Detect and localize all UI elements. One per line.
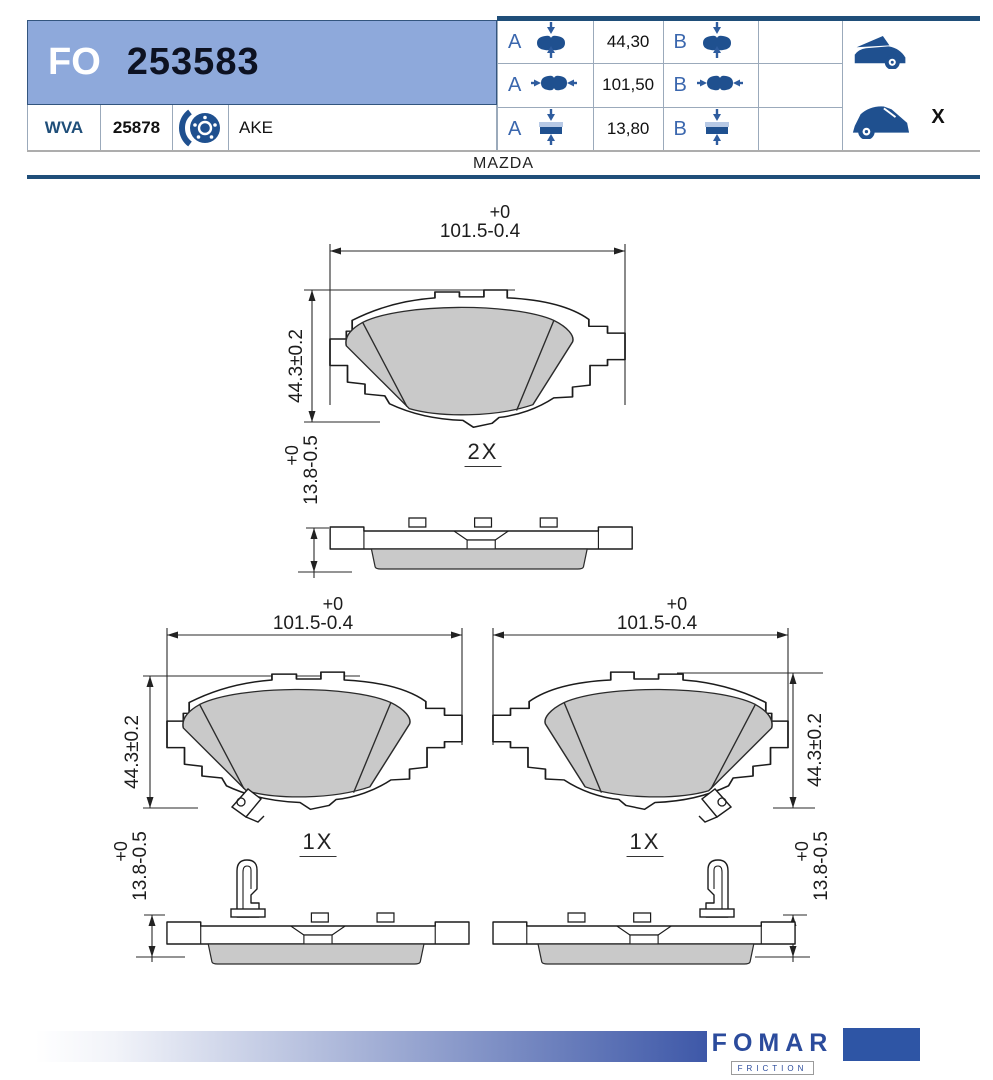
wear-sensor-side	[231, 860, 265, 917]
dim-b-label: B	[673, 117, 687, 140]
dim-a-value: 44,30	[594, 21, 664, 63]
pad-length-icon	[697, 72, 743, 99]
table-row	[498, 108, 842, 151]
brand-logo	[705, 1029, 840, 1076]
wear-sensor-side	[700, 860, 734, 917]
rear-axle-mark: X	[931, 106, 945, 128]
vehicle-make: MAZDA	[473, 155, 534, 172]
dim-a-label: A	[508, 73, 522, 96]
dim-b-label: B	[673, 30, 687, 53]
system-code: AKE	[239, 117, 274, 137]
wva-row	[27, 105, 497, 151]
dim-b-label: B	[673, 73, 687, 96]
wva-number: 25878	[101, 105, 173, 150]
pad-thickness-icon	[531, 108, 571, 151]
dim-a-label: A	[508, 30, 522, 53]
dimension-table	[497, 21, 842, 151]
brake-disc-icon	[173, 105, 229, 150]
part-number: 253583	[126, 41, 260, 83]
pad-drawing-svg	[280, 240, 680, 585]
table-row	[498, 21, 842, 64]
height-dimension: 44.3±0.2	[805, 713, 826, 787]
height-dimension: 44.3±0.2	[122, 715, 143, 789]
footer-accent-block	[843, 1028, 920, 1061]
pad-height-icon	[531, 21, 571, 64]
drawing-pad-sensor-right	[455, 625, 855, 970]
dim-a-value: 13,80	[594, 108, 664, 151]
thickness-dimension: +0 13.8-0.5	[111, 831, 151, 901]
car-front-axle-icon	[851, 33, 911, 69]
quantity-label: 1X	[300, 829, 337, 857]
drawing-pad-plain	[280, 240, 680, 585]
dim-b-value	[759, 64, 842, 106]
brand-tagline: FRICTION	[731, 1061, 815, 1075]
pad-drawing-svg	[455, 625, 855, 970]
dim-b-value	[759, 21, 842, 63]
table-row	[498, 64, 842, 107]
quantity-label: 1X	[627, 829, 664, 857]
thickness-dimension: +0 13.8-0.5	[792, 831, 832, 901]
quantity-label: 2X	[465, 439, 502, 467]
thickness-dimension: +0 13.8-0.5	[282, 435, 322, 505]
axle-column	[842, 21, 980, 151]
dim-a-value: 101,50	[594, 64, 664, 106]
width-dimension: +0 101.5-0.4	[272, 594, 354, 634]
width-dimension: +0 101.5-0.4	[439, 202, 521, 242]
height-dimension: 44.3±0.2	[286, 329, 307, 403]
part-number-box	[27, 20, 497, 105]
footer-gradient-bar	[35, 1031, 707, 1062]
pad-height-icon	[697, 21, 737, 64]
car-rear-axle-icon	[849, 101, 911, 139]
brand-name: FOMAR	[711, 1029, 834, 1057]
brand-prefix: FO	[48, 41, 101, 83]
drawing-pad-sensor-left	[110, 625, 505, 970]
width-dimension: +0 101.5-0.4	[616, 594, 698, 634]
dim-a-label: A	[508, 117, 522, 140]
wva-label: WVA	[28, 105, 101, 150]
pad-thickness-icon	[697, 108, 737, 151]
pad-drawing-svg	[110, 625, 505, 970]
pad-length-icon	[531, 72, 577, 99]
divider-rule	[27, 175, 980, 179]
dim-b-value	[759, 108, 842, 151]
